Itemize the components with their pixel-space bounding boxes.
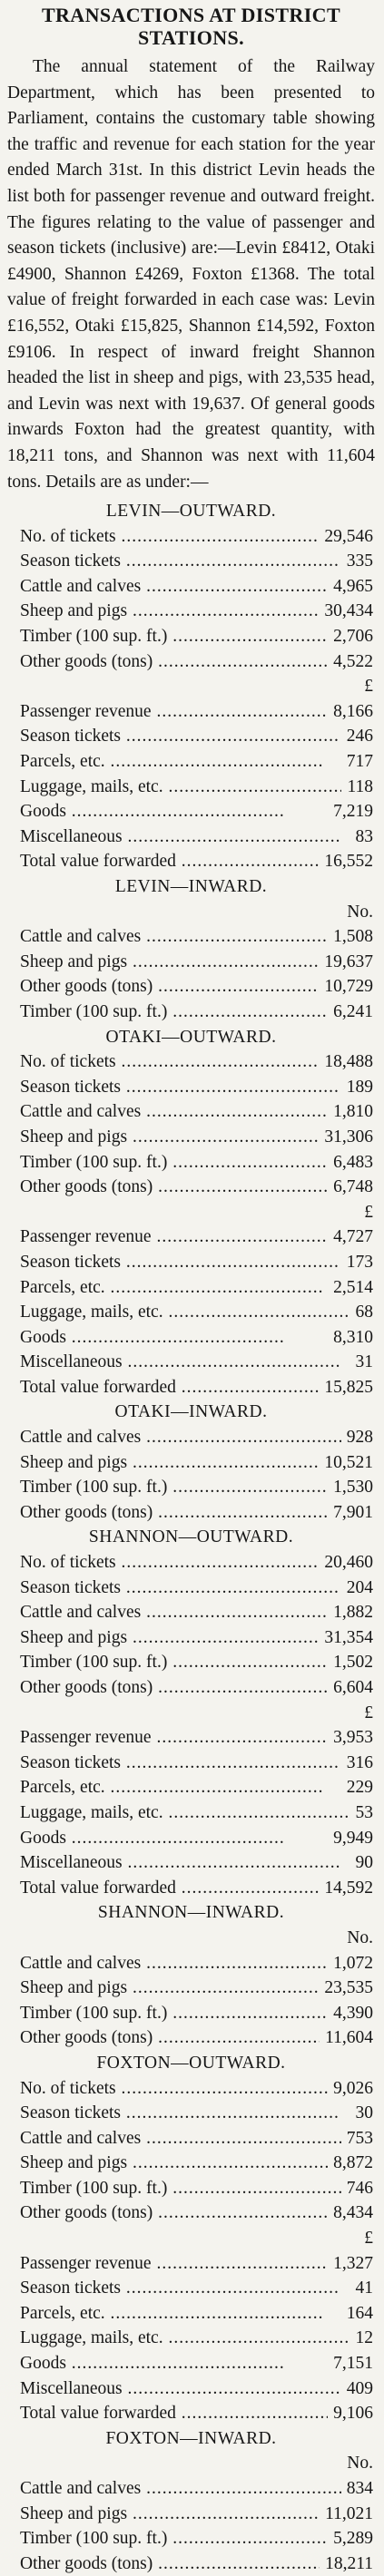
- section-heading: FOXTON—INWARD.: [105, 2428, 277, 2448]
- row-label: Sheep and pigs .....: [20, 599, 319, 624]
- row-label: Parcels, etc. .....: [20, 1775, 324, 1800]
- section-heading: OTAKI—OUTWARD.: [105, 1027, 277, 1047]
- row-label: Season tickets .....: [20, 2101, 340, 2126]
- row-value: 18,211: [320, 2552, 373, 2576]
- table-row: [7, 624, 375, 649]
- row-label: Timber (100 sup. ft.) .....: [20, 1000, 328, 1025]
- row-value: 834: [341, 2476, 373, 2502]
- row-value: 4,390: [328, 2001, 373, 2026]
- row-label: No. of tickets .....: [20, 1049, 319, 1075]
- row-label: Season tickets .....: [20, 1751, 340, 1776]
- table-row: [7, 1075, 375, 1100]
- row-label: Sheep and pigs .....: [20, 1125, 319, 1150]
- row-value: 1,502: [328, 1650, 373, 1675]
- table-row: [7, 1800, 375, 1826]
- row-label: Luggage, mails, etc. .....: [20, 775, 341, 800]
- article-title: [7, 4, 375, 49]
- section-heading: LEVIN—OUTWARD.: [105, 502, 277, 522]
- table-row: [7, 2552, 375, 2576]
- row-label: Goods .....: [20, 1325, 285, 1351]
- row-value: 11,604: [320, 2025, 373, 2051]
- table-row: [7, 2502, 375, 2527]
- row-value: 409: [341, 2376, 373, 2402]
- table-row: [7, 1450, 375, 1476]
- row-value: 83: [350, 825, 374, 850]
- table-row: [7, 1325, 375, 1351]
- table-row: [7, 1675, 375, 1701]
- table-row: [7, 1475, 375, 1500]
- row-value: 31,354: [319, 1625, 373, 1651]
- row-label: Luggage, mails, etc. .....: [20, 1800, 350, 1826]
- section-heading: OTAKI—INWARD.: [114, 1402, 268, 1422]
- table-row: [7, 699, 375, 725]
- row-label: Sheep and pigs .....: [20, 1450, 319, 1476]
- row-value: 1,508: [328, 924, 373, 950]
- row-label: Other goods (tons) .....: [20, 2200, 328, 2226]
- table-row: [7, 2526, 375, 2552]
- table-row: [7, 1175, 375, 1200]
- row-value: 12: [350, 2326, 374, 2351]
- row-label: Timber (100 sup. ft.) .....: [20, 2526, 328, 2552]
- row-value: 164: [341, 2301, 373, 2327]
- row-value: 928: [341, 1425, 373, 1450]
- table-row: [7, 799, 375, 825]
- table-row: [7, 1600, 375, 1625]
- table-row: [7, 649, 375, 675]
- row-label: Miscellaneous .....: [20, 825, 341, 850]
- row-value: 14,592: [319, 1876, 373, 1901]
- row-value: 4,965: [328, 574, 373, 600]
- row-value: 53: [350, 1800, 374, 1826]
- row-label: Cattle and calves .....: [20, 1099, 328, 1125]
- currency-label: £: [364, 1703, 373, 1722]
- table-row: [7, 2251, 375, 2277]
- table-row: [7, 2351, 375, 2376]
- row-value: 6,483: [328, 1150, 373, 1176]
- table-row: [7, 1275, 375, 1301]
- row-label: Goods .....: [20, 2351, 285, 2376]
- row-label: Cattle and calves .....: [20, 2126, 341, 2152]
- row-label: Passenger revenue .....: [20, 699, 328, 725]
- table-row: [7, 2126, 375, 2152]
- row-value: 7,901: [328, 1500, 373, 1526]
- row-label: Other goods (tons) .....: [20, 1500, 328, 1526]
- table-row: [7, 1826, 375, 1851]
- row-value: 173: [341, 1250, 373, 1275]
- row-value: 8,166: [328, 699, 373, 725]
- row-value: 7,219: [328, 799, 373, 825]
- row-label: Cattle and calves .....: [20, 1425, 341, 1450]
- station-section: [7, 2051, 375, 2426]
- unit-label: No.: [347, 2454, 373, 2474]
- row-value: 1,072: [328, 1951, 373, 1976]
- title-line-1: TRANSACTIONS AT DISTRICT: [41, 4, 341, 26]
- row-value: 41: [350, 2276, 374, 2301]
- table-row: [7, 1976, 375, 2001]
- row-label: Total value forwarded .....: [20, 849, 319, 874]
- row-label: Sheep and pigs .....: [20, 1976, 319, 2001]
- table-row: [7, 749, 375, 775]
- table-row: [7, 1725, 375, 1751]
- row-value: 6,604: [328, 1675, 373, 1701]
- table-row: [7, 2376, 375, 2402]
- table-row: [7, 1425, 375, 1450]
- row-value: 18,488: [319, 1049, 373, 1075]
- row-label: Timber (100 sup. ft.) .....: [20, 1475, 328, 1500]
- table-row: [7, 825, 375, 850]
- row-value: 1,530: [328, 1475, 373, 1500]
- table-row: [7, 924, 375, 950]
- row-value: 9,106: [328, 2401, 373, 2426]
- section-heading: FOXTON—OUTWARD.: [96, 2053, 286, 2073]
- table-row: [7, 1300, 375, 1325]
- row-label: Passenger revenue .....: [20, 2251, 328, 2277]
- row-label: Miscellaneous .....: [20, 1850, 341, 1876]
- station-section: [7, 499, 375, 874]
- row-value: 23,535: [319, 1976, 373, 2001]
- row-label: Miscellaneous .....: [20, 1350, 341, 1375]
- row-label: Sheep and pigs .....: [20, 2151, 328, 2176]
- row-value: 746: [341, 2176, 373, 2201]
- table-row: [7, 599, 375, 624]
- total-row: [7, 1375, 375, 1400]
- row-value: 1,882: [328, 1600, 373, 1625]
- intro-paragraph: The annual statement of the Railway Department, which has been presented to Parliament, contains the customary table showing the traffic and revenue for each station for the year ended March 31st. In this district Levin heads the list both for passenger revenue and outward freight. The figures relating to the value of passenger and season tickets (inclusive) are:—Levin £8412, Otaki £4900, Shannon £4269, Foxton £1368. The total value of freight forwarded in each case was: Levin £16,552, Otaki £15,825, Shannon £14,592, Foxton £9106. In respect of inward freight Shannon headed the list in sheep and pigs, with 23,535 head, and Levin was next with 19,637. Of general goods inwards Foxton had the greatest quantity, with 18,211 tons, and Shannon was next with 11,604 tons. Details are as under:—: [7, 57, 375, 492]
- table-row: [7, 1250, 375, 1275]
- row-label: Parcels, etc. .....: [20, 2301, 324, 2327]
- table-row: [7, 2151, 375, 2176]
- row-label: Timber (100 sup. ft.) .....: [20, 624, 328, 649]
- table-row: [7, 1625, 375, 1651]
- table-row: [7, 1951, 375, 1976]
- table-row: [7, 1500, 375, 1526]
- row-label: Cattle and calves .....: [20, 1600, 328, 1625]
- row-value: 335: [341, 549, 373, 574]
- row-value: 29,546: [319, 524, 373, 550]
- station-section: [7, 1400, 375, 1525]
- row-label: Season tickets .....: [20, 1250, 340, 1275]
- station-section: [7, 1025, 375, 1400]
- row-label: Other goods (tons) .....: [20, 2025, 320, 2051]
- row-label: Season tickets .....: [20, 1576, 340, 1601]
- row-value: 118: [341, 775, 373, 800]
- row-label: Other goods (tons) .....: [20, 974, 319, 1000]
- table-row: [7, 2076, 375, 2102]
- row-value: 189: [341, 1075, 373, 1100]
- row-label: Cattle and calves .....: [20, 924, 328, 950]
- row-value: 8,310: [328, 1325, 373, 1351]
- table-row: [7, 775, 375, 800]
- row-label: Season tickets .....: [20, 724, 340, 749]
- table-row: [7, 1049, 375, 1075]
- row-value: 3,953: [328, 1725, 373, 1751]
- row-label: Passenger revenue .....: [20, 1225, 328, 1250]
- row-label: Passenger revenue .....: [20, 1725, 328, 1751]
- row-label: Total value forwarded .....: [20, 1375, 319, 1400]
- row-value: 16,552: [319, 849, 373, 874]
- row-label: No. of tickets .....: [20, 524, 319, 550]
- table-row: [7, 574, 375, 600]
- row-value: 229: [341, 1775, 373, 1800]
- table-row: [7, 2276, 375, 2301]
- row-value: 30: [350, 2101, 374, 2126]
- row-label: Total value forwarded .....: [20, 2401, 328, 2426]
- row-label: Timber (100 sup. ft.) .....: [20, 2176, 341, 2201]
- table-row: [7, 1576, 375, 1601]
- row-label: Goods .....: [20, 1826, 285, 1851]
- row-value: 9,949: [328, 1826, 373, 1851]
- row-value: 2,514: [328, 1275, 373, 1301]
- row-label: Other goods (tons) .....: [20, 1675, 328, 1701]
- unit-label: No.: [347, 1927, 373, 1947]
- table-row: [7, 1751, 375, 1776]
- currency-label: £: [364, 677, 373, 697]
- row-label: Parcels, etc. .....: [20, 749, 324, 775]
- station-section: [7, 1525, 375, 1900]
- table-row: [7, 950, 375, 975]
- table-row: [7, 1550, 375, 1576]
- row-label: No. of tickets .....: [20, 1550, 319, 1576]
- table-row: [7, 1225, 375, 1250]
- table-row: [7, 1000, 375, 1025]
- row-value: 8,434: [328, 2200, 373, 2226]
- row-value: 15,825: [319, 1375, 373, 1400]
- row-value: 1,810: [328, 1099, 373, 1125]
- row-label: Other goods (tons) .....: [20, 2552, 320, 2576]
- table-row: [7, 724, 375, 749]
- row-value: 10,729: [319, 974, 373, 1000]
- row-label: Timber (100 sup. ft.) .....: [20, 2001, 328, 2026]
- row-value: 20,460: [319, 1550, 373, 1576]
- row-label: Sheep and pigs .....: [20, 950, 319, 975]
- row-value: 4,522: [328, 649, 373, 675]
- row-label: Luggage, mails, etc. .....: [20, 2326, 350, 2351]
- row-value: 6,748: [328, 1175, 373, 1200]
- row-value: 11,021: [320, 2502, 373, 2527]
- row-value: 316: [341, 1751, 373, 1776]
- row-label: Total value forwarded .....: [20, 1876, 319, 1901]
- table-row: [7, 524, 375, 550]
- row-label: Season tickets .....: [20, 2276, 340, 2301]
- row-label: Season tickets .....: [20, 1075, 340, 1100]
- table-row: [7, 2101, 375, 2126]
- row-value: 4,727: [328, 1225, 373, 1250]
- row-value: 31,306: [319, 1125, 373, 1150]
- table-row: [7, 974, 375, 1000]
- row-label: Other goods (tons) .....: [20, 1175, 328, 1200]
- row-value: 246: [341, 724, 373, 749]
- table-row: [7, 1350, 375, 1375]
- row-label: Goods .....: [20, 799, 285, 825]
- row-value: 6,241: [328, 1000, 373, 1025]
- table-row: [7, 2476, 375, 2502]
- row-value: 2,706: [328, 624, 373, 649]
- row-value: 19,637: [319, 950, 373, 975]
- row-label: Luggage, mails, etc. .....: [20, 1300, 350, 1325]
- table-row: [7, 1775, 375, 1800]
- table-row: [7, 2176, 375, 2201]
- row-label: Sheep and pigs .....: [20, 2502, 320, 2527]
- row-value: 68: [350, 1300, 374, 1325]
- total-row: [7, 1876, 375, 1901]
- row-value: 31: [350, 1350, 374, 1375]
- currency-label: £: [364, 2229, 373, 2249]
- row-label: Parcels, etc. .....: [20, 1275, 324, 1301]
- row-value: 10,521: [319, 1450, 373, 1476]
- row-value: 9,026: [328, 2076, 373, 2102]
- row-label: Timber (100 sup. ft.) .....: [20, 1650, 328, 1675]
- total-row: [7, 2401, 375, 2426]
- section-heading: SHANNON—OUTWARD.: [88, 1527, 294, 1547]
- row-label: Timber (100 sup. ft.) .....: [20, 1150, 328, 1176]
- table-row: [7, 2326, 375, 2351]
- table-row: [7, 1150, 375, 1176]
- total-row: [7, 849, 375, 874]
- table-row: [7, 1850, 375, 1876]
- table-row: [7, 2301, 375, 2327]
- row-value: 30,434: [319, 599, 373, 624]
- row-label: Season tickets .....: [20, 549, 340, 574]
- row-value: 8,872: [328, 2151, 373, 2176]
- table-row: [7, 549, 375, 574]
- row-value: 717: [341, 749, 373, 775]
- table-row: [7, 1125, 375, 1150]
- currency-label: £: [364, 1202, 373, 1222]
- row-label: Cattle and calves .....: [20, 2476, 341, 2502]
- row-value: 204: [341, 1576, 373, 1601]
- row-label: Other goods (tons) .....: [20, 649, 328, 675]
- row-value: 90: [350, 1850, 374, 1876]
- section-heading: SHANNON—INWARD.: [97, 1903, 285, 1923]
- row-label: Sheep and pigs .....: [20, 1625, 319, 1651]
- table-row: [7, 2025, 375, 2051]
- station-tables: [7, 499, 375, 2576]
- row-label: Cattle and calves .....: [20, 574, 328, 600]
- station-section: [7, 2426, 375, 2576]
- title-line-2: STATIONS.: [137, 26, 245, 49]
- row-label: Cattle and calves .....: [20, 1951, 328, 1976]
- table-row: [7, 1099, 375, 1125]
- row-value: 7,151: [328, 2351, 373, 2376]
- unit-label: No.: [347, 902, 373, 922]
- row-label: No. of tickets .....: [20, 2076, 328, 2102]
- station-section: [7, 874, 375, 1025]
- row-value: 1,327: [328, 2251, 373, 2277]
- row-value: 5,289: [328, 2526, 373, 2552]
- table-row: [7, 2001, 375, 2026]
- row-label: Miscellaneous .....: [20, 2376, 341, 2402]
- table-row: [7, 1650, 375, 1675]
- section-heading: LEVIN—INWARD.: [114, 877, 268, 896]
- station-section: [7, 1900, 375, 2051]
- row-value: 753: [341, 2126, 373, 2152]
- table-row: [7, 2200, 375, 2226]
